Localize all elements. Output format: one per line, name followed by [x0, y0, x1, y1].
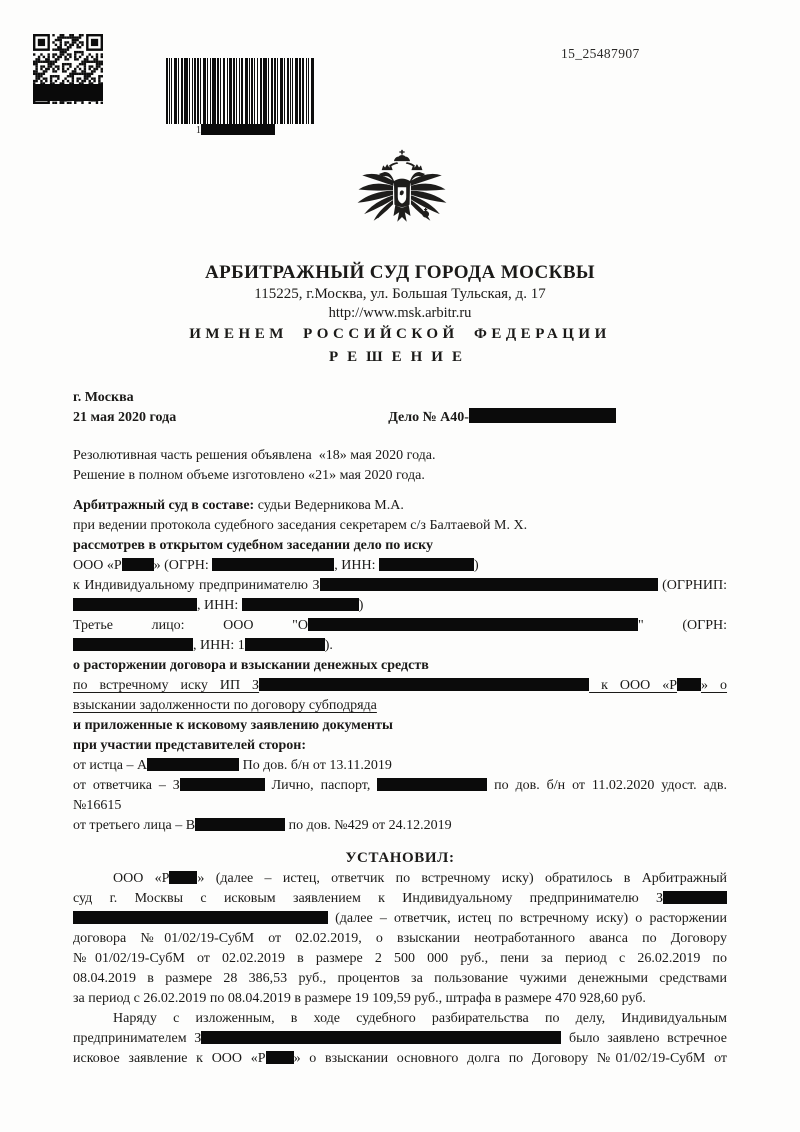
text-segment: ): [358, 598, 364, 613]
redaction-bar: [379, 558, 474, 571]
text-line: [73, 716, 727, 736]
blank-line: [73, 836, 727, 847]
text-segment: Наряду с изложенным, в ходе судебного разбирательства по делу, Индивидуальным: [113, 1011, 727, 1026]
text-line: [73, 496, 727, 516]
text-segment: Третье лицо: ООО "О: [73, 618, 308, 633]
text-segment: №01/02/19-СубМ от 02.02.2019 в размере 2 500 000 руб., пени за период с 26.02.2019 по: [73, 951, 727, 966]
text-line: [73, 656, 727, 676]
text-segment: , ИНН: 1: [193, 638, 245, 653]
text-segment: от третьего лица – В: [73, 818, 196, 833]
redaction-bar: [73, 638, 193, 651]
text-segment: при участии представителей сторон:: [73, 738, 307, 753]
text-segment: от ответчика – З: [73, 778, 180, 793]
text-segment: №16615: [73, 798, 122, 813]
text-line: [73, 556, 727, 576]
text-line: [73, 736, 727, 756]
court-address: 115225, г.Москва, ул. Большая Тульская, д. 17: [254, 286, 546, 302]
redaction-bar: [201, 1031, 561, 1044]
text-segment: » (далее – истец, ответчик по встречному иску) обратилось в Арбитражный: [197, 871, 727, 886]
text-line: [73, 969, 727, 989]
text-segment: рассмотрев в открытом судебном заседании дело по иску: [73, 538, 433, 553]
text-segment: договора №01/02/19-СубМ от 02.02.2019, о взыскании неотработанного аванса по Договору: [73, 931, 727, 946]
barcode: [166, 58, 314, 124]
court-name: АРБИТРАЖНЫЙ СУД ГОРОДА МОСКВЫ: [205, 262, 595, 283]
text-line: [73, 949, 727, 969]
text-segment: г. Москва: [73, 390, 134, 405]
text-line: [73, 466, 727, 486]
redaction-bar: [73, 911, 328, 924]
redaction-bar: [201, 124, 275, 135]
text-line: [73, 516, 727, 536]
document-type-title: РЕШЕНИЕ: [329, 349, 471, 365]
text-segment: Лично, паспорт,: [264, 778, 378, 793]
redaction-bar: [242, 598, 359, 611]
text-segment: ООО «Р: [73, 558, 122, 573]
text-line: [73, 388, 727, 408]
text-segment: взыскании задолженности по договору субподряда: [73, 698, 377, 713]
text-line: [73, 847, 727, 869]
text-line: [73, 929, 727, 949]
text-line: [73, 869, 727, 889]
text-line: [73, 989, 727, 1009]
text-line: [73, 696, 727, 716]
text-segment: при ведении протокола судебного заседания секретарем с/з Балтаевой М. Х.: [73, 518, 528, 533]
redaction-bar: [677, 678, 701, 691]
blank-line: [73, 486, 727, 496]
text-segment: о расторжении договора и взыскании денежных средств: [73, 658, 429, 673]
text-line: [73, 676, 727, 696]
text-line: [73, 596, 727, 616]
text-segment: » (ОГРН:: [153, 558, 213, 573]
redaction-bar: [308, 618, 638, 631]
text-line: [73, 1029, 727, 1049]
text-segment: судьи Ведерникова М.А.: [257, 498, 404, 513]
redaction-bar: [377, 778, 487, 791]
document-number: 15_25487907: [561, 46, 640, 61]
text-segment: " (ОГРН:: [637, 618, 727, 633]
text-segment: 08.04.2019 в размере 28 386,53 руб., процентов за пользование чужими денежными средствами: [73, 971, 727, 986]
text-segment: Арбитражный суд в составе:: [73, 498, 258, 513]
qr-redaction-bar: [33, 84, 103, 101]
text-line: [73, 909, 727, 929]
redaction-bar: [663, 891, 727, 904]
court-website: http://www.msk.arbitr.ru: [328, 305, 472, 321]
redaction-bar: [73, 598, 197, 611]
text-segment: ): [474, 558, 479, 573]
text-segment: УСТАНОВИЛ:: [345, 850, 455, 866]
text-line: [73, 616, 727, 636]
text-segment: , ИНН:: [197, 598, 242, 613]
in-the-name-line: ИМЕНЕМ РОССИЙСКОЙ ФЕДЕРАЦИИ: [189, 326, 611, 342]
text-line: [73, 756, 727, 776]
text-segment: по дов. №429 от 24.12.2019: [285, 818, 452, 833]
redaction-bar: [259, 678, 589, 691]
text-segment: по встречному иску ИП З: [73, 678, 260, 693]
text-segment: от истца – А: [73, 758, 148, 773]
redaction-bar: [195, 818, 285, 831]
text-line: [73, 816, 727, 836]
barcode-number: [196, 124, 275, 137]
text-segment: , ИНН:: [334, 558, 380, 573]
court-header: [0, 261, 800, 368]
text-segment: » о: [701, 678, 728, 693]
text-segment: по дов. б/н от 11.02.2020 удост. адв.: [487, 778, 727, 793]
redaction-bar: [320, 578, 658, 591]
text-segment: Решение в полном объеме изготовлено «21» мая 2020 года.: [73, 468, 425, 483]
text-line: [73, 1009, 727, 1029]
text-line: [73, 536, 727, 556]
text-segment: ).: [324, 638, 333, 653]
text-line: [73, 1049, 727, 1069]
text-line: [73, 889, 727, 909]
redaction-bar: [245, 638, 325, 651]
text-segment: суд г. Москвы с исковым заявлением к Индивидуальному предпринимателю З: [73, 891, 663, 906]
text-segment: 21 мая 2020 года: [73, 410, 177, 425]
redaction-bar: [180, 778, 265, 791]
text-segment: По дов. б/н от 13.11.2019: [239, 758, 392, 773]
text-segment: было заявлено встречное: [561, 1031, 727, 1046]
document-body: [73, 388, 727, 1069]
text-segment: к Индивидуальному предпринимателю З: [73, 578, 320, 593]
text-line: [73, 408, 727, 428]
text-segment: » о взыскании основного долга по Договору №01/02/19-СубМ от: [293, 1051, 727, 1066]
redaction-bar: [212, 558, 334, 571]
text-segment: Резолютивная часть решения объявлена «18» мая 2020 года.: [73, 448, 436, 463]
text-line: [73, 776, 727, 796]
redaction-bar: [469, 408, 616, 423]
text-line: [73, 446, 727, 466]
text-segment: за период с 26.02.2019 по 08.04.2019 в размере 19 109,59 руб., штрафа в размере 470 928,60 руб.: [73, 991, 646, 1006]
redaction-bar: [122, 558, 154, 571]
text-line: [73, 576, 727, 596]
text-segment: и приложенные к исковому заявлению документы: [73, 718, 393, 733]
redaction-bar: [169, 871, 197, 884]
redaction-bar: [266, 1051, 294, 1064]
coat-of-arms-eagle: [350, 148, 454, 250]
text-segment: (далее – ответчик, истец по встречному иску) о расторжении: [328, 911, 727, 926]
text-segment: ООО «Р: [113, 871, 170, 886]
text-segment: исковое заявление к ООО «Р: [73, 1051, 266, 1066]
text-segment: (ОГРНИП:: [657, 578, 727, 593]
text-line: [73, 796, 727, 816]
blank-line: [73, 428, 727, 446]
redaction-bar: [147, 758, 239, 771]
text-segment: к ООО «Р: [589, 678, 678, 693]
text-segment: Дело № А40-: [388, 410, 469, 425]
text-segment: предпринимателем З: [73, 1031, 202, 1046]
barcode-digit: 1: [196, 125, 201, 136]
text-line: [73, 636, 727, 656]
